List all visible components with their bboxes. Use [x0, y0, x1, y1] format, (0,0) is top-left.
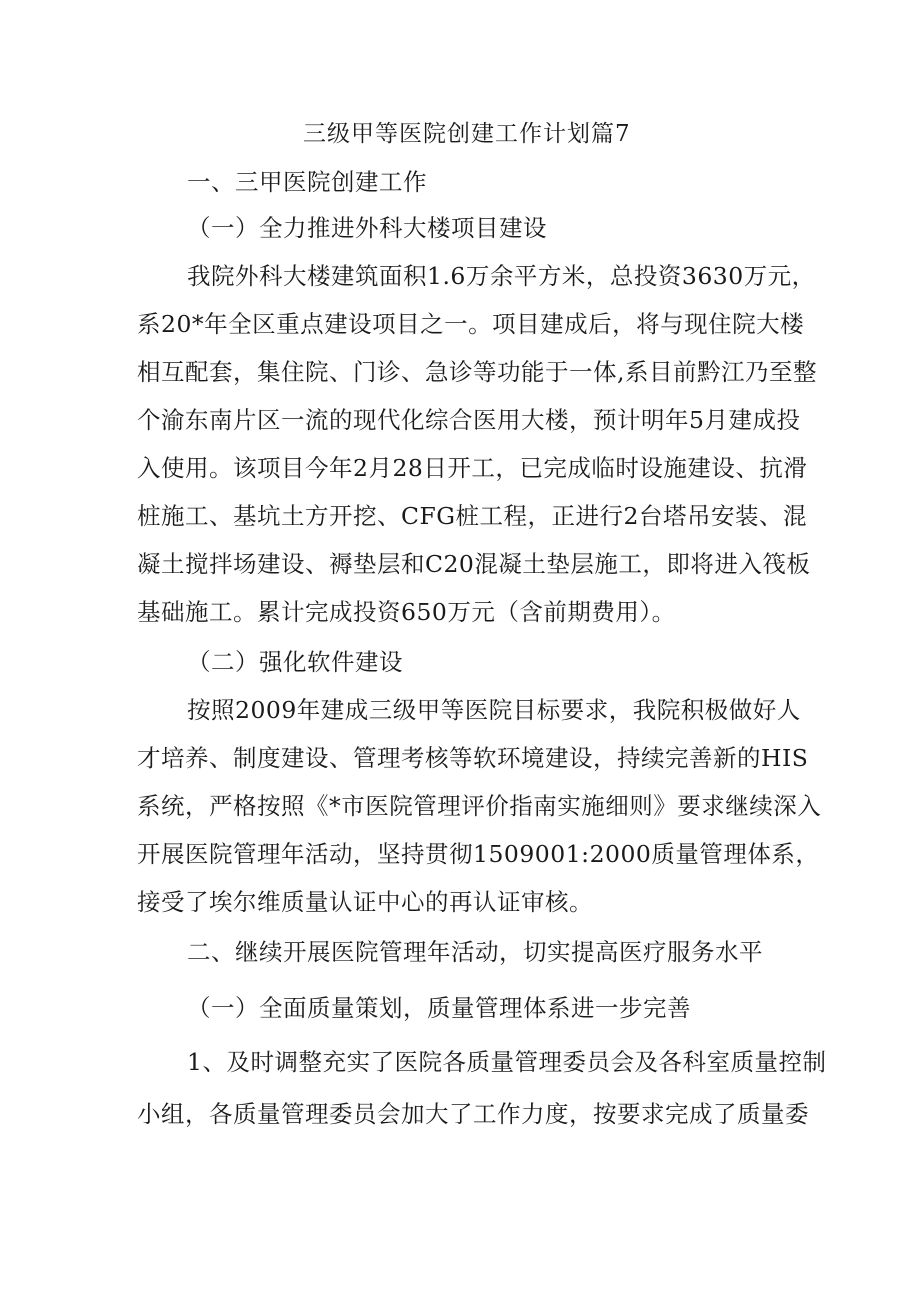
section-heading-2: 二、继续开展医院管理年活动，切实提高医疗服务水平	[187, 938, 763, 966]
paragraph-line: 入使用。该项目今年2月28日开工，已完成临时设施建设、抗滑	[137, 454, 808, 482]
paragraph-line: 才培养、制度建设、管理考核等软环境建设，持续完善新的HIS	[137, 744, 809, 772]
section-heading-1: 一、三甲医院创建工作	[187, 168, 427, 196]
subsection-heading-1-1: （一）全力推进外科大楼项目建设	[187, 214, 547, 242]
paragraph-line: 系20*年全区重点建设项目之一。项目建成后，将与现住院大楼	[137, 310, 805, 338]
paragraph-line: 接受了埃尔维质量认证中心的再认证审核。	[137, 888, 593, 916]
paragraph-line: 开展医院管理年活动，坚持贯彻1509001:2000质量管理体系，	[137, 840, 820, 868]
paragraph-line: 我院外科大楼建筑面积1.6万余平方米，总投资3630万元，	[187, 262, 816, 290]
paragraph-line: 小组，各质量管理委员会加大了工作力度，按要求完成了质量委	[137, 1100, 809, 1128]
paragraph-line: 按照2009年建成三级甲等医院目标要求，我院积极做好人	[187, 696, 801, 724]
paragraph-line: 个渝东南片区一流的现代化综合医用大楼，预计明年5月建成投	[137, 406, 801, 434]
paragraph-line: 系统，严格按照《*市医院管理评价指南实施细则》要求继续深入	[137, 792, 822, 820]
paragraph-line: 桩施工、基坑土方开挖、CFG桩工程，正进行2台塔吊安装、混	[137, 502, 808, 530]
paragraph-line: 基础施工。累计完成投资650万元（含前期费用）。	[137, 598, 676, 626]
subsection-heading-2-1: （一）全面质量策划，质量管理体系进一步完善	[187, 994, 691, 1022]
paragraph-line: 凝土搅拌场建设、褥垫层和C20混凝土垫层施工，即将进入筏板	[137, 550, 811, 578]
document-title: 三级甲等医院创建工作计划篇7	[303, 121, 631, 147]
paragraph-line: 1、及时调整充实了医院各质量管理委员会及各科室质量控制	[187, 1048, 827, 1076]
paragraph-line: 相互配套，集住院、门诊、急诊等功能于一体,系目前黔江乃至整	[137, 358, 817, 386]
subsection-heading-1-2: （二）强化软件建设	[187, 648, 403, 676]
